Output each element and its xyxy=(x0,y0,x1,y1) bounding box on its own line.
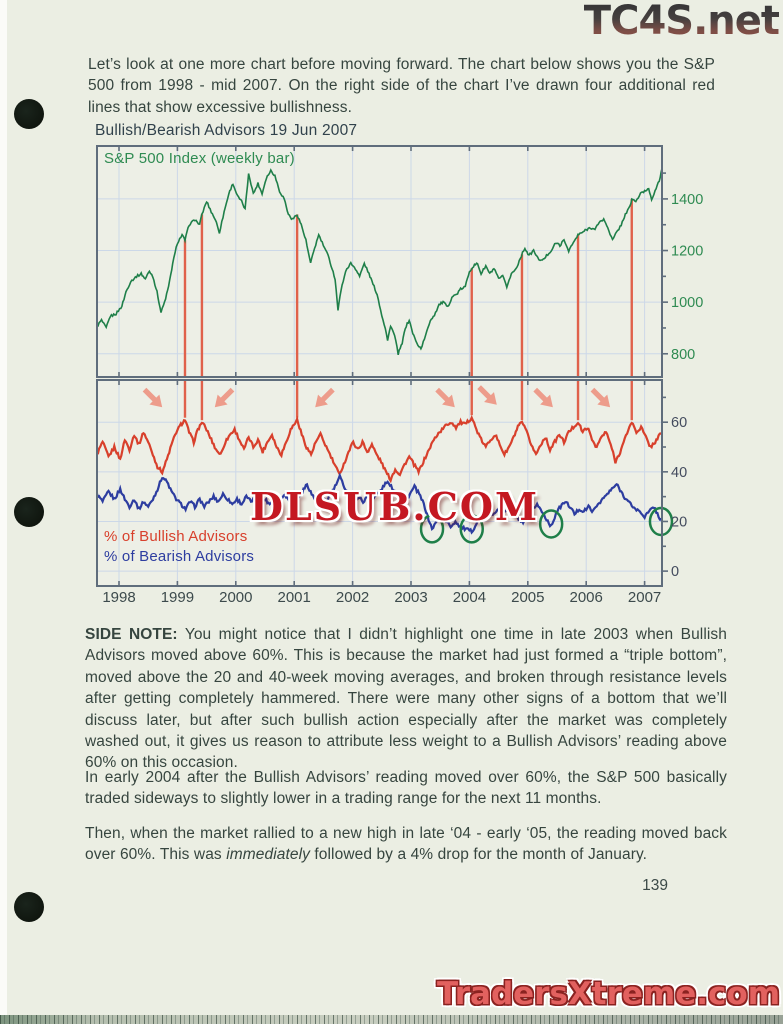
paragraph-then xyxy=(85,823,727,866)
svg-text:2005: 2005 xyxy=(511,589,545,606)
side-note-label: SIDE NOTE: xyxy=(85,626,178,643)
svg-text:2003: 2003 xyxy=(394,589,428,606)
paragraph-then-start: Then, when the market rallied to a new high in late ‘04 - early ‘05, the reading moved back over 60%. This was xyxy=(85,825,727,864)
paragraph-early-2004: In early 2004 after the Bullish Advisors’ reading moved over 60%, the S&P 500 basically traded sideways to slightly lower in a trading range for the next 11 months. xyxy=(85,769,727,808)
svg-text:2006: 2006 xyxy=(569,589,603,606)
svg-text:2001: 2001 xyxy=(277,589,311,606)
svg-text:1998: 1998 xyxy=(102,589,136,606)
x-axis-labels xyxy=(102,589,661,606)
svg-text:40: 40 xyxy=(671,464,688,481)
price-panel-label: S&P 500 Index (weekly bar) xyxy=(104,150,295,167)
svg-text:2004: 2004 xyxy=(452,589,487,606)
svg-text:1999: 1999 xyxy=(160,589,195,606)
svg-text:60: 60 xyxy=(671,415,688,432)
svg-text:1000: 1000 xyxy=(671,295,704,312)
tradersxtreme-watermark: TradersXtreme.com xyxy=(437,976,781,1012)
paragraph-then-italic: immediately xyxy=(226,846,310,864)
svg-text:0: 0 xyxy=(671,564,680,581)
punch-hole-icon xyxy=(14,99,44,129)
page-edge-strip xyxy=(0,0,7,1024)
svg-text:1400: 1400 xyxy=(671,191,704,208)
punch-hole-icon xyxy=(14,497,44,527)
paragraph-then-end: followed by a 4% drop for the month of January. xyxy=(309,846,648,864)
legend-bearish: % of Bearish Advisors xyxy=(104,548,255,565)
svg-text:1200: 1200 xyxy=(671,243,704,260)
dlsub-watermark: DLSUB.COM xyxy=(250,484,540,529)
legend-bullish: % of Bullish Advisors xyxy=(104,528,248,545)
side-note-paragraph xyxy=(85,624,727,774)
svg-text:2007: 2007 xyxy=(627,589,662,606)
page-number: 139 xyxy=(642,877,668,894)
svg-text:800: 800 xyxy=(671,346,696,363)
chart-title: Bullish/Bearish Advisors 19 Jun 2007 xyxy=(95,122,358,139)
tc4s-watermark: TC4S.net xyxy=(583,0,779,44)
svg-text:2002: 2002 xyxy=(335,589,370,606)
advisors-axis-labels xyxy=(671,415,687,580)
svg-text:20: 20 xyxy=(671,514,688,531)
svg-text:2000: 2000 xyxy=(219,589,253,606)
scan-edge-artifact xyxy=(0,1015,783,1024)
punch-hole-icon xyxy=(14,892,44,922)
side-note-body: You might notice that I didn’t highlight one time in late 2003 when Bullish Advisors moved above 60%. This is because the market had just formed a “triple bottom”, moved above the 20 and 40-week moving averages, and broken through resistance levels after getting completely hammered. There were many other signs of a bottom that we’ll discuss later, but after such bullish action especially after the market was completely washed out, it gives us reason to attribute less weight to a Bullish Advisors’ reading above 60% on this occasion. xyxy=(85,626,727,772)
price-axis-labels xyxy=(671,192,703,363)
intro-paragraph: Let’s look at one more chart before moving forward. The chart below shows you the S&P 500 from 1998 - mid 2007. On the right side of the chart I’ve drawn four additional red lines that show excessive bullishness. xyxy=(88,56,715,116)
